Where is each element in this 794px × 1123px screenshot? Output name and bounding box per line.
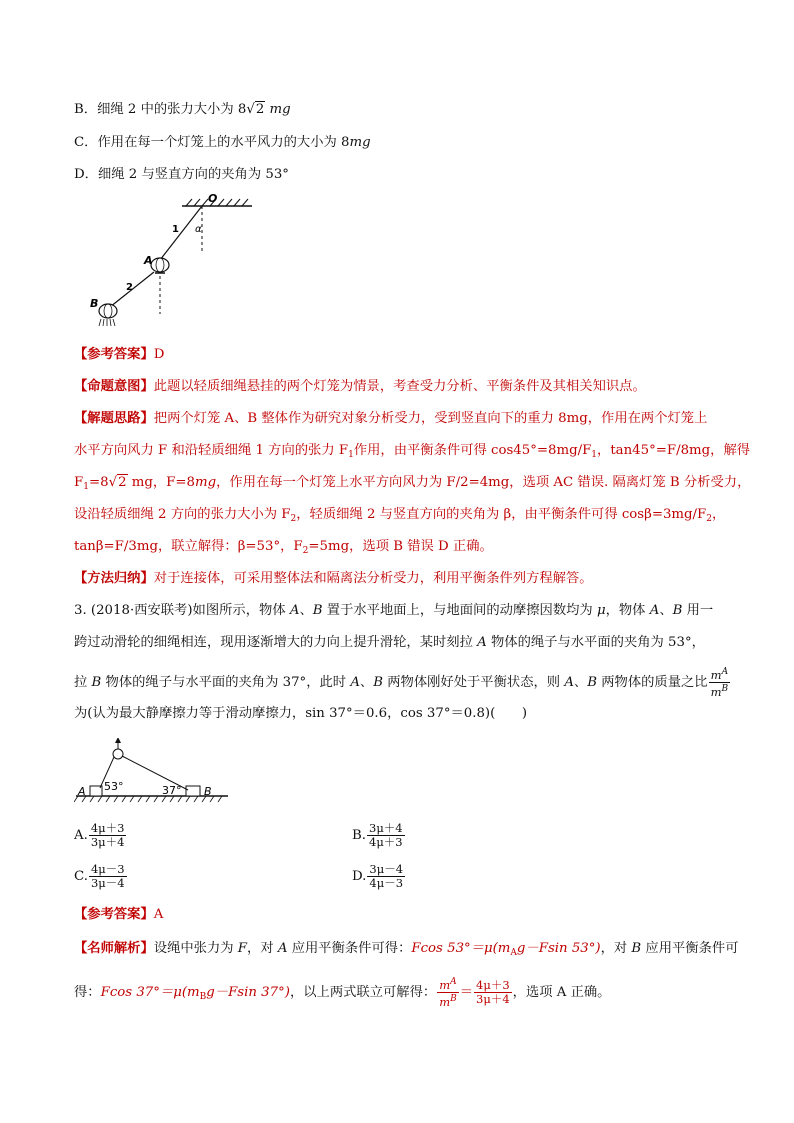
rope-1-label: 1 — [172, 224, 179, 235]
q3-option-a: A. $\frac{4\mu+3}{3\mu+4}$ — [74, 821, 125, 849]
q2-answer: 【参考答案】D — [74, 347, 165, 362]
sqrt-2: √2 — [246, 102, 265, 117]
block-b-label: B — [204, 785, 212, 798]
lantern-b-label: B — [90, 297, 99, 310]
q3-stem-line-3: 拉 B 物体的绳子与水平面的夹角为 37°，此时 A、B 两物体刚好处于平衡状态，则 A、B 两物体的质量之比 $\frac{m^A}{m^B}$ — [74, 667, 729, 699]
pulley-figure — [74, 738, 234, 806]
alpha-label: α — [195, 224, 202, 235]
q2-method: 【方法归纳】对于连接体，可采用整体法和隔离法分析受力，利用平衡条件列方程解答。 — [74, 571, 593, 586]
q3-option-c: C. $\frac{4\mu-3}{3\mu-4}$ — [74, 862, 125, 890]
lantern-a — [151, 258, 169, 273]
q3-option-b: B. $\frac{3\mu+4}{4\mu+3}$ — [352, 821, 403, 849]
q2-option-c — [74, 134, 371, 152]
q3-stem-line-1: 3. (2018·西安联考)如图所示，物体 A、B 置于水平地面上，与地面间的动摩擦因数均为 μ，物体 A、B 用一 — [74, 603, 714, 618]
option-b-prefix: B．细绳 2 中的张力大小为 8 — [74, 102, 247, 117]
q2-solution-line-5: tanβ=F/3mg，联立解得：β=53°，$F_2=5mg$，选项 B 错误 D 正确。 — [74, 539, 493, 556]
lantern-a-label: A — [144, 254, 153, 267]
q3-analysis-line-2: 得：Fcos $37^\circ=\mu(m_Bg-Fsin$ 37°)，以上两式联立可解得： $\frac{m^A}{m^B}$ ＝ $\frac{4\mu+3}{3\mu+4}$ ，选项 A 正确。 — [74, 977, 611, 1009]
q3-option-d: D. $\frac{3\mu-4}{4\mu-3}$ — [352, 862, 404, 890]
option-c-prefix: C．作用在每一个灯笼上的水平风力的大小为 8 — [74, 135, 350, 150]
rope-2-label: 2 — [126, 282, 133, 293]
angle-53-label: 53° — [104, 780, 124, 793]
q2-intent: 【命题意图】此题以轻质细绳悬挂的两个灯笼为情景，考查受力分析、平衡条件及其相关知识点。 — [74, 379, 646, 394]
q2-solution-line-3: $F_1=8√2$ mg，F=8mg，作用在每一个灯笼上水平方向风力为 F/2=4mg，选项 AC 错误. 隔离灯笼 B 分析受力， — [74, 475, 751, 492]
q2-option-d: D．细绳 2 与竖直方向的夹角为 53° — [74, 167, 289, 182]
q3-stem-line-4: 为(认为最大静摩擦力等于滑动摩擦力，sin 37°＝0.6，cos 37°＝0.8)( ) — [74, 706, 528, 721]
point-o-label: O — [208, 192, 218, 205]
mass-ratio-fraction: $\frac{m^A}{m^B}$ — [710, 667, 729, 699]
option-c-unit: mg — [349, 135, 371, 150]
block-a-label: A — [78, 785, 86, 798]
angle-37-label: 37° — [162, 784, 182, 797]
q2-solution-line-2: 水平方向风力 F 和沿轻质细绳 1 方向的张力 $F_1$作用，由平衡条件可得 $\cos 45^\circ=8mg/F_1$，tan45°=F/8mg，解得 — [74, 443, 751, 460]
q3-answer: 【参考答案】A — [74, 907, 164, 922]
option-b-unit: mg — [269, 102, 291, 117]
q2-solution-line-4: 设沿轻质细绳 2 方向的张力大小为 $F_2$，轻质细绳 2 与竖直方向的夹角为 β，由平衡条件可得 $\cos\beta=3mg/F_2$， — [74, 507, 726, 524]
q2-solution-line-1: 【解题思路】把两个灯笼 A、B 整体作为研究对象分析受力，受到竖直向下的重力 8mg，作用在两个灯笼上 — [74, 411, 708, 426]
q3-stem-line-2: 跨过动滑轮的细绳相连，现用逐渐增大的力向上提升滑轮，某时刻拉 A 物体的绳子与水平面的夹角为 53°， — [74, 635, 705, 650]
lantern-b — [99, 304, 117, 326]
q3-analysis-line-1: 【名师解析】设绳中张力为 F，对 A 应用平衡条件可得：Fcos $53^\circ=\mu(m_Ag-Fsin$ 53°)，对 B 应用平衡条件可 — [74, 941, 739, 958]
lantern-figure — [84, 192, 264, 332]
q2-option-b — [74, 101, 291, 119]
